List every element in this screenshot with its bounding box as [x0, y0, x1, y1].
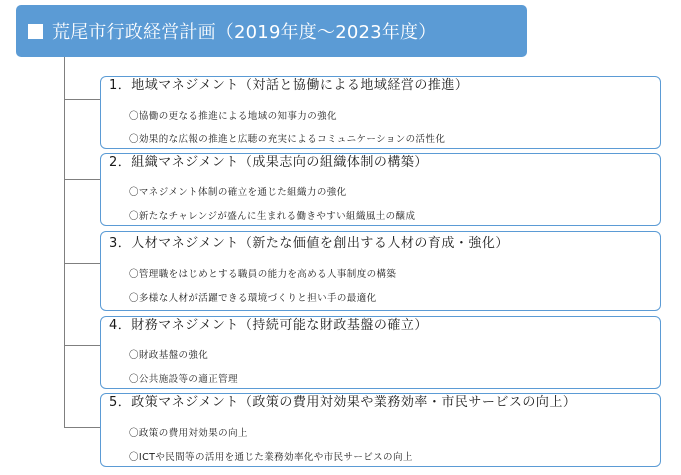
item-heading: 1．地域マネジメント（対話と協働による地域経営の推進）: [109, 78, 469, 93]
branch-line-1: [64, 99, 100, 100]
item-point: 〇効果的な広報の推進と広聴の充実によるコミュニケーションの活性化: [129, 134, 446, 145]
item-box-organization-management: [100, 153, 661, 226]
item-box-policy-management: [100, 393, 661, 467]
branch-line-3: [64, 263, 100, 264]
plan-title: 荒尾市行政経営計画（2019年度～2023年度）: [52, 22, 437, 43]
item-point: 〇マネジメント体制の確立を通じた組織力の強化: [129, 187, 347, 198]
item-point: 〇新たなチャレンジが盛んに生まれる働きやすい組織風土の醸成: [129, 211, 416, 222]
item-heading: 3．人材マネジメント（新たな価値を創出する人材の育成・強化）: [109, 236, 509, 251]
plan-title-box: [16, 5, 527, 57]
item-point: 〇管理職をはじめとする職員の能力を高める人事制度の構築: [129, 269, 397, 280]
item-point: 〇財政基盤の強化: [129, 350, 209, 361]
item-box-financial-management: [100, 316, 661, 389]
item-point: 〇協働の更なる推進による地域の知事力の強化: [129, 111, 337, 122]
branch-line-5: [64, 427, 100, 428]
tree-trunk-line: [64, 57, 65, 428]
item-heading: 4．財務マネジメント（持続可能な財政基盤の確立）: [109, 318, 428, 333]
branch-line-2: [64, 179, 100, 180]
item-heading: 2．組織マネジメント（成果志向の組織体制の構築）: [109, 155, 428, 170]
item-point: 〇公共施設等の適正管理: [129, 374, 238, 385]
item-point: 〇ICTや民間等の活用を通じた業務効率化や市民サービスの向上: [129, 452, 413, 463]
item-heading: 5．政策マネジメント（政策の費用対効果や業務効率・市民サービスの向上）: [109, 395, 577, 410]
item-point: 〇政策の費用対効果の向上: [129, 428, 248, 439]
item-box-regional-management: [100, 76, 661, 149]
square-bullet-icon: [28, 24, 43, 39]
item-point: 〇多様な人材が活躍できる環境づくりと担い手の最適化: [129, 293, 377, 304]
item-box-human-resource-management: [100, 231, 661, 311]
branch-line-4: [64, 345, 100, 346]
